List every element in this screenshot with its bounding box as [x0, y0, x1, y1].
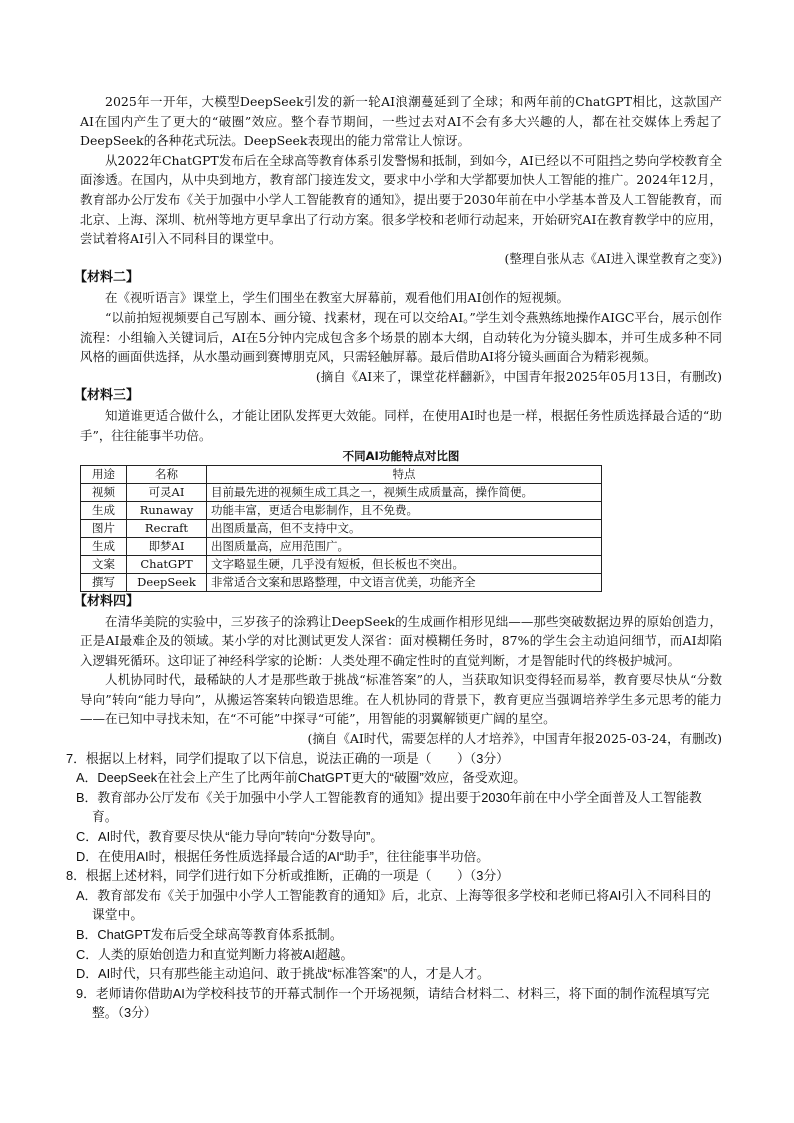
material-two-paragraph-2: “以前拍短视频要自己写剧本、画分镜、找素材，现在可以交给AI。”学生刘令燕熟练地操作AIGC平台，展示创作流程：小组输入关键词后，AI在5分钟内完成包含多个场景的剧本大纲，自动转化为分镜头脚本，并可生成多种不同风格的画面供选择，从水墨动画到赛博朋克风，只需轻触屏幕。最后借助AI将分镜头画面合为精彩视频。: [80, 309, 722, 365]
question-8-stem: 8．根据上述材料，同学们进行如下分析或推断，正确的一项是（ ）（3分）: [66, 868, 509, 884]
name-cell: Recraft: [127, 519, 207, 537]
use-cell: 图片: [81, 519, 127, 537]
question-7-option-b: B．教育部办公厅发布《关于加强中小学人工智能教育的通知》提出要于2030年前在中小学全面普及人工智能教育。: [76, 789, 702, 825]
table-row: [81, 519, 602, 537]
material-one-paragraph-2: 从2022年ChatGPT发布后在全球高等教育体系引发警惕和抵制，到如今，AI已经以不可阻挡之势向学校教育全面渗透。在国内，从中央到地方，教育部门接连发文，要求中小学和大学都要加快人工智能的推广。2024年12月，教育部办公厅发布《关于加强中小学人工智能教育的通知》，提出要于2030年前在中小学基本普及人工智能教育，而北京、上海、深圳、杭州等地方更早拿出了行动方案。很多学校和老师行动起来，开始研究AI在教育教学中的应用，尝试着将AI引入不同科目的课堂中。: [80, 152, 722, 247]
table-row: [81, 537, 602, 555]
name-cell: DeepSeek: [127, 573, 207, 591]
header-use: 用途: [81, 465, 127, 483]
name-cell: 即梦AI: [127, 537, 207, 555]
question-8-option-b: B．ChatGPT发布后受全球高等教育体系抵制。: [76, 927, 343, 942]
feature-cell: 文字略显生硬，几乎没有短板，但长板也不突出。: [207, 555, 602, 573]
exam-page: [66, 92, 722, 1023]
question-7-option-d: D．在使用AI时，根据任务性质选择最合适的AI“助手”，往往能事半功倍。: [76, 848, 490, 864]
feature-cell: 目前最先进的视频生成工具之一，视频生成质量高，操作简便。: [207, 483, 602, 501]
material-two-heading: 【材料二】: [74, 270, 140, 286]
table-row: [81, 573, 602, 591]
material-four-paragraph-1: 在清华美院的实验中，三岁孩子的涂鸦让DeepSeek的生成画作相形见绌——那些突破数据边界的原始创造力，正是AI最难企及的领域。某小学的对比测试更发人深省：面对模糊任务时，87%的学生会主动追问细节，而AI却陷入逻辑死循环。这印证了神经科学家的论断：人类处理不确定性时的直觉判断，才是智能时代的终极护城河。: [80, 613, 722, 668]
name-cell: 可灵AI: [127, 483, 207, 501]
table-row: [81, 483, 602, 501]
use-cell: 视频: [81, 483, 127, 501]
material-one-source: (整理自张从志《AI进入课堂教育之变》): [504, 250, 722, 266]
feature-cell: 功能丰富，更适合电影制作，且不免费。: [207, 501, 602, 519]
ai-comparison-table: [80, 465, 602, 592]
question-7-stem: 7．根据以上材料，同学们提取了以下信息，说法正确的一项是（ ）（3分）: [66, 750, 509, 766]
question-7-option-c: C．AI时代，教育要尽快从“能力导向”转向“分数导向”。: [76, 829, 384, 845]
table-caption: 不同AI功能特点对比图: [342, 448, 460, 463]
question-9-stem: 9．老师请你借助AI为学校科技节的开幕式制作一个开场视频，请结合材料二、材料三，将下面的制作流程填写完整。（3分）: [76, 985, 710, 1021]
material-four-heading: 【材料四】: [74, 593, 140, 609]
feature-cell: 非常适合文案和思路整理，中文语言优美，功能齐全: [207, 573, 602, 591]
use-cell: 生成: [81, 501, 127, 519]
name-cell: ChatGPT: [127, 555, 207, 573]
question-8-option-d: D．AI时代，只有那些能主动追问、敢于挑战“标准答案”的人，才是人才。: [76, 966, 490, 982]
use-cell: 撰写: [81, 573, 127, 591]
table-row: [81, 555, 602, 573]
table-row: [81, 501, 602, 519]
material-two-paragraph-1: 在《视听语言》课堂上，学生们围坐在教室大屏幕前，观看他们用AI创作的短视频。: [105, 290, 569, 306]
question-8-option-a: A．教育部发布《关于加强中小学人工智能教育的通知》后，北京、上海等很多学校和老师已将AI引入不同科目的课堂中。: [76, 887, 711, 923]
table-header-row: [81, 465, 602, 483]
material-three-paragraph: 知道谁更适合做什么，才能让团队发挥更大效能。同样，在使用AI时也是一样，根据任务性质选择最合适的“助手”，往往能事半功倍。: [80, 408, 722, 443]
use-cell: 文案: [81, 555, 127, 573]
use-cell: 生成: [81, 537, 127, 555]
feature-cell: 出图质量高，但不支持中文。: [207, 519, 602, 537]
name-cell: Runaway: [127, 501, 207, 519]
material-one-paragraph-1: 2025年一开年，大模型DeepSeek引发的新一轮AI浪潮蔓延到了全球；和两年前的ChatGPT相比，这款国产AI在国内产生了更大的“破圈”效应。整个春节期间，一些过去对AI不会有多大兴趣的人，都在社交媒体上秀起了DeepSeek的各种花式玩法。DeepSeek表现出的能力常常让人惊讶。: [80, 94, 722, 149]
header-feature: 特点: [207, 465, 602, 483]
question-8-option-c: C．人类的原始创造力和直觉判断力将被AI超越。: [76, 946, 354, 962]
question-7-option-a: A．DeepSeek在社会上产生了比两年前ChatGPT更大的“破圈”效应，备受欢迎。: [76, 770, 527, 786]
header-name: 名称: [127, 465, 207, 483]
material-four-paragraph-2: 人机协同时代，最稀缺的人才是那些敢于挑战“标准答案”的人，当获取知识变得轻而易举，教育要尽快从“分数导向”转向“能力导向”，从搬运答案转向锻造思维。在人机协同的背景下，教育更应当强调培养学生多元思考的能力——在已知中寻找未知，在“不可能”中探寻“可能”，用智能的羽翼解锁更广阔的星空。: [80, 672, 722, 727]
material-two-source: (摘自《AI来了，课堂花样翻新》，中国青年报2025年05月13日，有删改): [315, 368, 722, 384]
material-four-source: (摘自《AI时代，需要怎样的人才培养》，中国青年报2025-03-24，有删改): [307, 731, 722, 747]
material-three-heading: 【材料三】: [74, 388, 140, 404]
feature-cell: 出图质量高，应用范围广。: [207, 537, 602, 555]
